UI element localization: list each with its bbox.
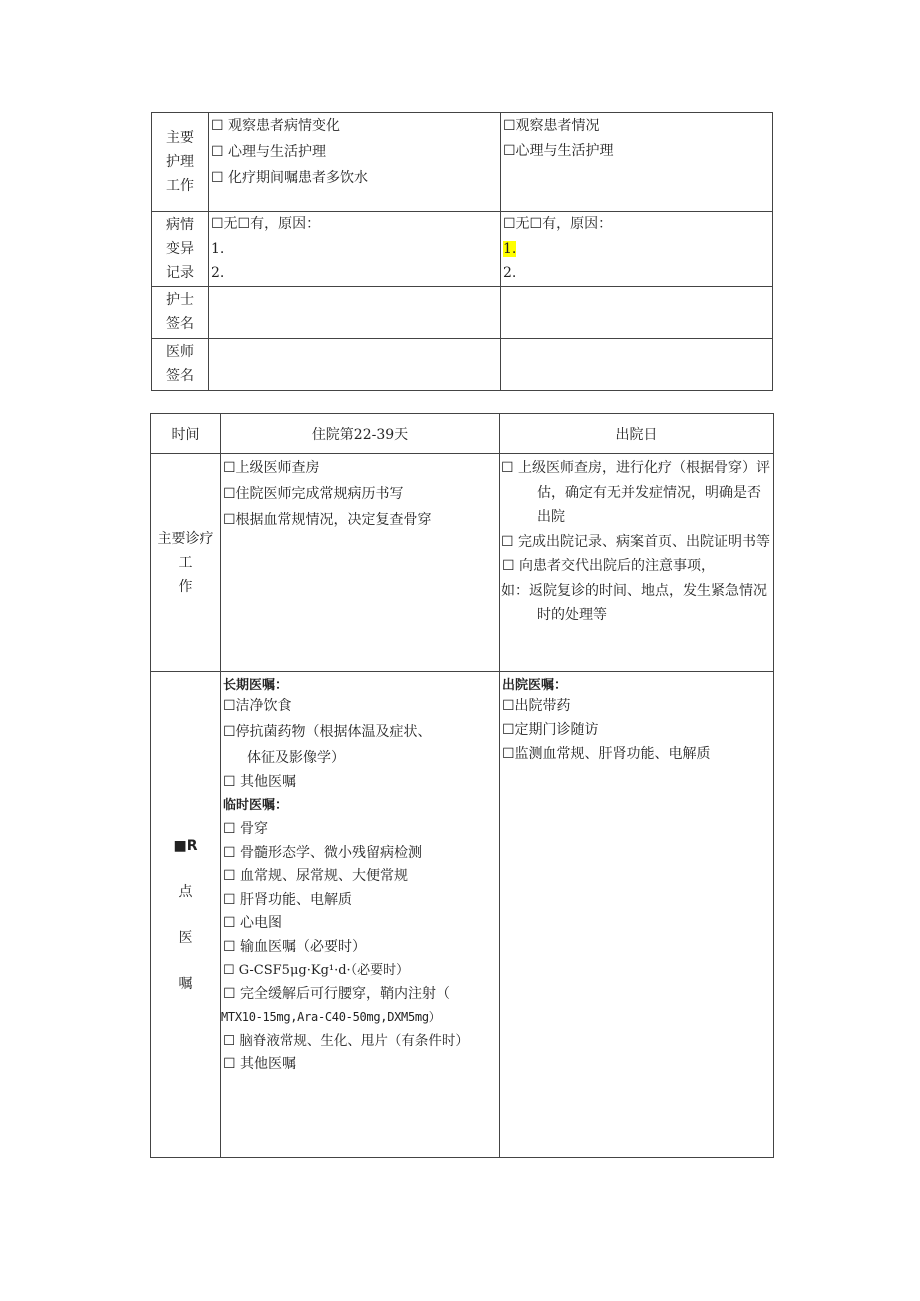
checkbox-item[interactable]: ☐ 上级医师查房，进行化疗（根据骨穿）评估，确定有无并发症情况，明确是否出院 <box>501 460 770 525</box>
orders-col2 <box>500 672 774 1158</box>
diagnosis-col1 <box>221 454 500 672</box>
discharge-orders-title: 出院医嘱： <box>502 678 568 693</box>
discharge-notes-text: 如：返院复诊的时间、地点，发生紧急情况时的处理等 <box>501 582 767 623</box>
checkbox-item[interactable]: ☐上级医师查房 <box>223 460 320 476</box>
checkbox-item[interactable]: ☐ 肝肾功能、电解质 <box>223 891 353 908</box>
checkbox-item[interactable]: ☐ 向患者交代出院后的注意事项， <box>502 558 716 574</box>
checkbox-item[interactable]: ☐ 完全缓解后可行腰穿，鞘内注射（ <box>223 985 451 1002</box>
nurse-sign-col2[interactable] <box>501 286 773 338</box>
checkbox-item[interactable]: ☐ 完成出院记录、病案首页、出院证明书等 <box>501 533 770 550</box>
variance-col2 <box>501 212 773 287</box>
checkbox-item[interactable]: ☐心理与生活护理 <box>503 142 614 159</box>
variance-reason-2: 2. <box>503 265 517 281</box>
order-continuation: MTX10-15mg,Ara-C40-50mg,DXM5mg） <box>221 1010 441 1024</box>
temp-orders-title: 临时医嘱： <box>223 798 289 813</box>
pathway-table-bottom <box>150 413 774 1158</box>
nursing-col1 <box>209 113 501 212</box>
variance-label: 病情 变异 记录 <box>152 212 209 287</box>
checkbox-item[interactable]: ☐ 化疗期间嘱患者多饮水 <box>211 170 369 186</box>
checkbox-item[interactable]: ☐监测血常规、肝肾功能、电解质 <box>502 746 711 762</box>
discharge-day-header: 出院日 <box>500 414 774 454</box>
pathway-table-top <box>151 112 773 391</box>
checkbox-item[interactable]: ☐ 心理与生活护理 <box>211 144 327 160</box>
variance-checkbox[interactable]: ☐无☐有，原因： <box>211 216 321 232</box>
nursing-col2 <box>501 113 773 212</box>
checkbox-item[interactable]: ☐出院带药 <box>502 698 571 714</box>
day-range-header: 住院第22-39天 <box>221 414 500 454</box>
nurse-sign-label: 护士 签名 <box>152 286 209 338</box>
checkbox-item[interactable]: ☐洁净饮食 <box>223 698 292 714</box>
checkbox-item[interactable]: ☐ 心电图 <box>223 915 283 931</box>
orders-label: ■R 点 医 嘱 <box>151 672 221 1158</box>
checkbox-item[interactable]: ☐ 观察患者病情变化 <box>211 118 341 134</box>
diagnosis-label: 主要诊疗 工 作 <box>151 454 221 672</box>
checkbox-item[interactable]: ☐ 输血医嘱（必要时） <box>223 938 367 955</box>
checkbox-item[interactable]: ☐ 脑脊液常规、生化、甩片（有条件时） <box>223 1032 469 1049</box>
checkbox-item[interactable]: ☐ 其他医嘱 <box>223 774 297 790</box>
doctor-sign-label: 医师 签名 <box>152 338 209 390</box>
checkbox-item[interactable]: ☐ 骨髓形态学、微小残留病检测 <box>223 844 423 861</box>
variance-checkbox[interactable]: ☐无☐有，原因： <box>503 216 613 232</box>
nursing-label: 主要 护理 工作 <box>152 113 209 212</box>
checkbox-item[interactable]: ☐ G-CSF5μg·Kg¹·d·（必要时） <box>223 963 410 978</box>
checkbox-item[interactable]: ☐住院医师完成常规病历书写 <box>223 486 404 502</box>
long-term-orders-title: 长期医嘱： <box>223 678 289 693</box>
checkbox-item[interactable]: ☐ 骨穿 <box>223 821 269 837</box>
orders-col1 <box>221 672 500 1158</box>
variance-reason-1: 1. <box>211 240 225 257</box>
variance-reason-2: 2. <box>211 265 225 281</box>
nurse-sign-col1[interactable] <box>209 286 501 338</box>
diagnosis-col2 <box>500 454 774 672</box>
checkbox-item[interactable]: ☐定期门诊随访 <box>502 722 599 738</box>
time-header: 时间 <box>151 414 221 454</box>
checkbox-item[interactable]: ☐ 其他医嘱 <box>223 1056 297 1072</box>
order-continuation: 体征及影像学） <box>247 750 345 766</box>
checkbox-item[interactable]: ☐ 血常规、尿常规、大便常规 <box>223 868 409 884</box>
checkbox-item[interactable]: ☐观察患者情况 <box>503 118 600 134</box>
variance-col1 <box>209 212 501 287</box>
variance-reason-1-highlighted: 1. <box>503 240 517 257</box>
doctor-sign-col2[interactable] <box>501 338 773 390</box>
doctor-sign-col1[interactable] <box>209 338 501 390</box>
checkbox-item[interactable]: ☐停抗菌药物（根据体温及症状、 <box>223 724 432 740</box>
checkbox-item[interactable]: ☐根据血常规情况，决定复查骨穿 <box>223 512 432 528</box>
